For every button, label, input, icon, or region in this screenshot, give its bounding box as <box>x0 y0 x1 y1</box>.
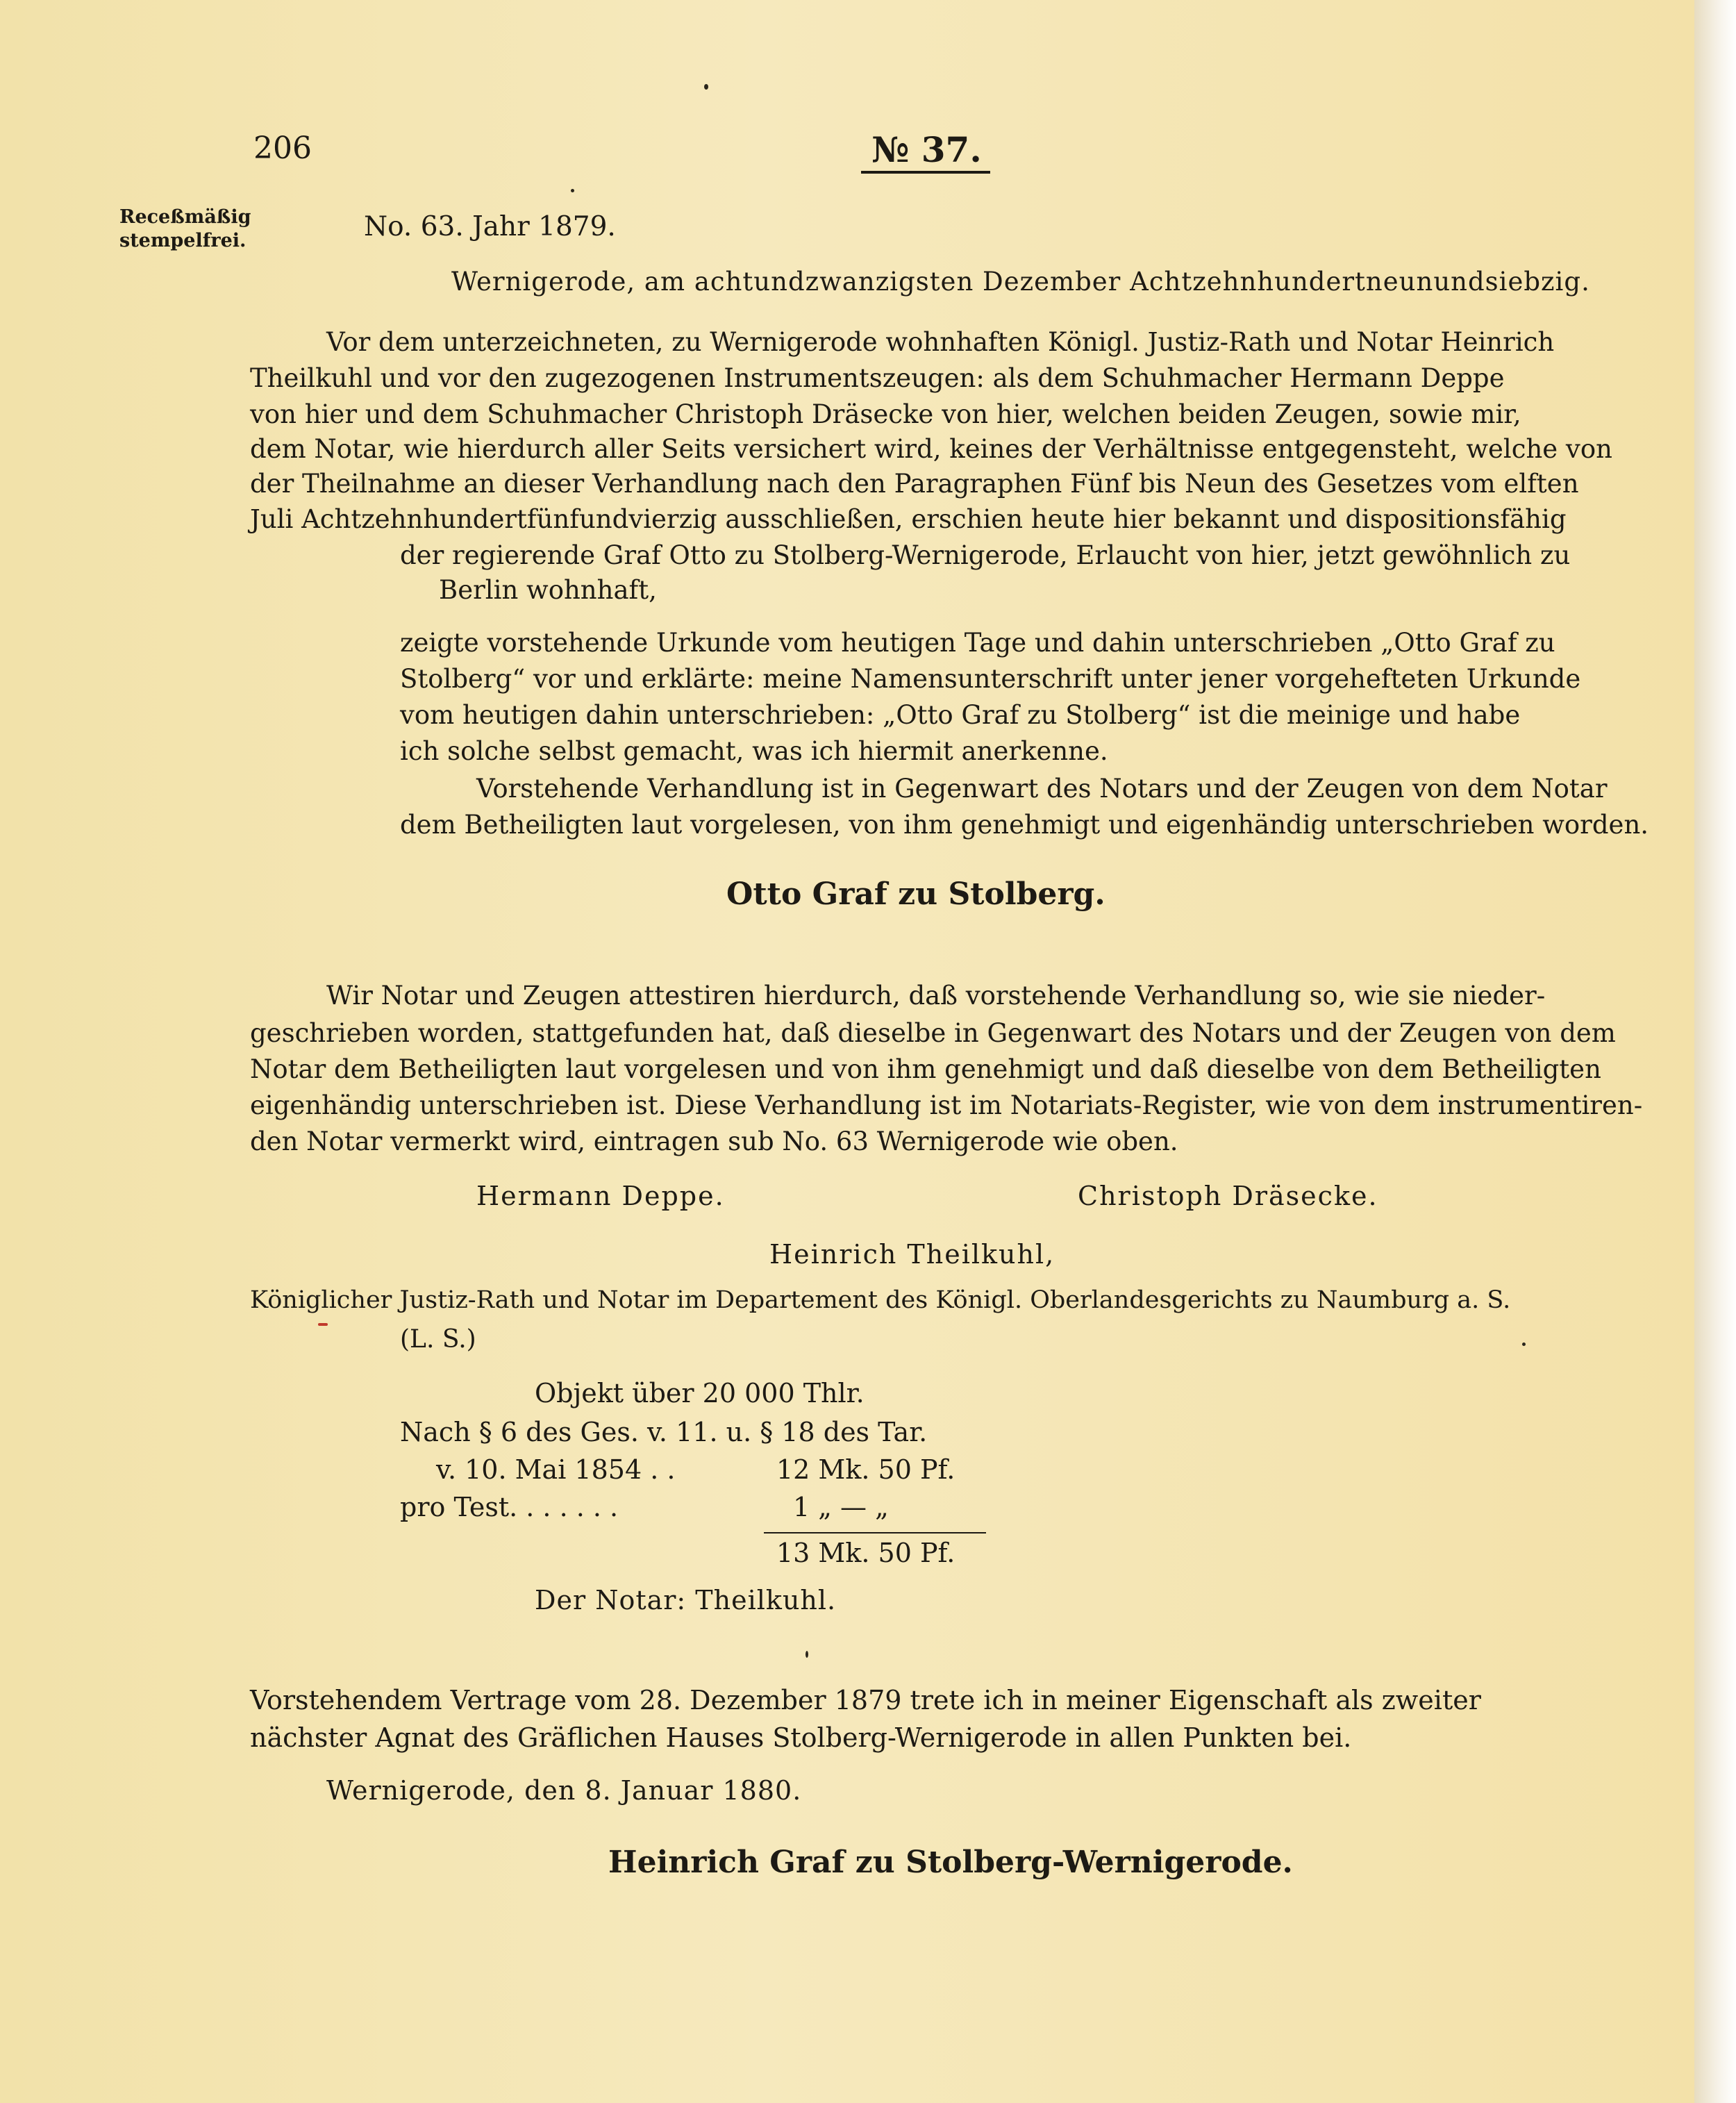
seal-mark: (L. S.) <box>400 1325 476 1354</box>
text-line: Theilkuhl und vor den zugezogenen Instrumentszeugen: als dem Schuhmacher Hermann Deppe <box>250 363 1505 393</box>
text-line: vom heutigen dahin unterschrieben: „Otto Graf zu Stolberg“ ist die meinige und habe <box>400 700 1521 730</box>
margin-note-line: stempelfrei. <box>119 230 247 251</box>
ink-speck <box>571 189 574 192</box>
text-line: dem Notar, wie hierdurch aller Seits versichert wird, keines der Verhältnisse entgegensteht, welche von <box>250 434 1612 464</box>
witness-deppe: Hermann Deppe. <box>476 1181 725 1211</box>
text-line: der Theilnahme an dieser Verhandlung nach den Paragraphen Fünf bis Neun des Gesetzes vom elften <box>250 469 1579 499</box>
text-line: ich solche selbst gemacht, was ich hiermit anerkenne. <box>400 736 1108 766</box>
text-line: Vorstehendem Vertrage vom 28. Dezember 1879 trete ich in meiner Eigenschaft als zweiter <box>250 1685 1481 1715</box>
witness-draesecke: Christoph Dräsecke. <box>1078 1181 1378 1211</box>
text-line: geschrieben worden, stattgefunden hat, daß dieselbe in Gegenwart des Notars und der Zeugen von dem <box>250 1018 1616 1048</box>
text-line: Berlin wohnhaft, <box>439 575 657 605</box>
text-line: eigenhändig unterschrieben ist. Diese Verhandlung ist im Notariats-Register, wie von dem instrumentiren- <box>250 1090 1643 1120</box>
place-date-2: Wernigerode, den 8. Januar 1880. <box>326 1775 802 1806</box>
notary-signature-line: Der Notar: Theilkuhl. <box>535 1585 837 1615</box>
fee-line-amount: 1 „ — „ <box>793 1492 889 1522</box>
signature-heinrich: Heinrich Graf zu Stolberg-Wernigerode. <box>608 1845 1293 1880</box>
fee-line-label: v. 10. Mai 1854 . . <box>436 1454 676 1485</box>
text-line: von hier und dem Schuhmacher Christoph Dräsecke von hier, welchen beiden Zeugen, sowie mir, <box>250 399 1521 429</box>
text-line: Stolberg“ vor und erklärte: meine Namensunterschrift unter jener vorgehefteten Urkunde <box>400 664 1581 694</box>
margin-note-line: Receßmäßig <box>119 206 251 228</box>
fee-sum-rule <box>764 1532 986 1533</box>
page-number: 206 <box>253 131 312 166</box>
text-line: Wir Notar und Zeugen attestiren hierdurch, daß vorstehende Verhandlung so, wie sie nieder- <box>326 981 1546 1011</box>
ink-speck <box>1522 1343 1526 1346</box>
fee-line-label: pro Test. . . . . . . <box>400 1492 619 1522</box>
record-number: No. 63. Jahr 1879. <box>364 211 616 242</box>
ink-speck <box>704 84 708 90</box>
text-line: der regierende Graf Otto zu Stolberg-Wernigerode, Erlaucht von hier, jetzt gewöhnlich zu <box>400 540 1571 570</box>
fee-object: Objekt über 20 000 Thlr. <box>535 1378 865 1408</box>
notary-name: Heinrich Theilkuhl, <box>769 1239 1055 1270</box>
text-line: Vorstehende Verhandlung ist in Gegenwart des Notars und der Zeugen von dem Notar <box>476 774 1608 804</box>
issue-underline <box>861 171 990 174</box>
ink-speck <box>318 1323 328 1326</box>
fee-total: 13 Mk. 50 Pf. <box>776 1538 955 1568</box>
issue-number: № 37. <box>871 129 982 170</box>
ink-speck <box>806 1651 808 1658</box>
text-line: nächster Agnat des Gräflichen Hauses Stolberg-Wernigerode in allen Punkten bei. <box>250 1722 1352 1753</box>
notary-title: Königlicher Justiz-Rath und Notar im Departement des Königl. Oberlandesgerichts zu Naumburg a. S. <box>250 1286 1511 1314</box>
text-line: Juli Achtzehnhundertfünfundvierzig ausschließen, erschien heute hier bekannt und dispositionsfähig <box>250 504 1567 534</box>
text-line: Vor dem unterzeichneten, zu Wernigerode wohnhaften Königl. Justiz-Rath und Notar Heinrich <box>326 327 1555 357</box>
text-line: dem Betheiligten laut vorgelesen, von ihm genehmigt und eigenhändig unterschrieben worden. <box>400 810 1649 840</box>
margin-note <box>119 206 251 253</box>
text-line: den Notar vermerkt wird, eintragen sub No. 63 Wernigerode wie oben. <box>250 1127 1178 1156</box>
fee-law-reference: Nach § 6 des Ges. v. 11. u. § 18 des Tar. <box>400 1417 928 1447</box>
fee-line-amount: 12 Mk. 50 Pf. <box>776 1454 955 1485</box>
place-date: Wernigerode, am achtundzwanzigsten Dezember Achtzehnhundertneunundsiebzig. <box>451 267 1590 297</box>
page-edge <box>1694 0 1736 2103</box>
text-line: zeigte vorstehende Urkunde vom heutigen Tage und dahin unterschrieben „Otto Graf zu <box>400 628 1555 658</box>
signature-otto: Otto Graf zu Stolberg. <box>726 876 1105 912</box>
text-line: Notar dem Betheiligten laut vorgelesen und von ihm genehmigt und daß dieselbe von dem Betheiligten <box>250 1054 1601 1084</box>
